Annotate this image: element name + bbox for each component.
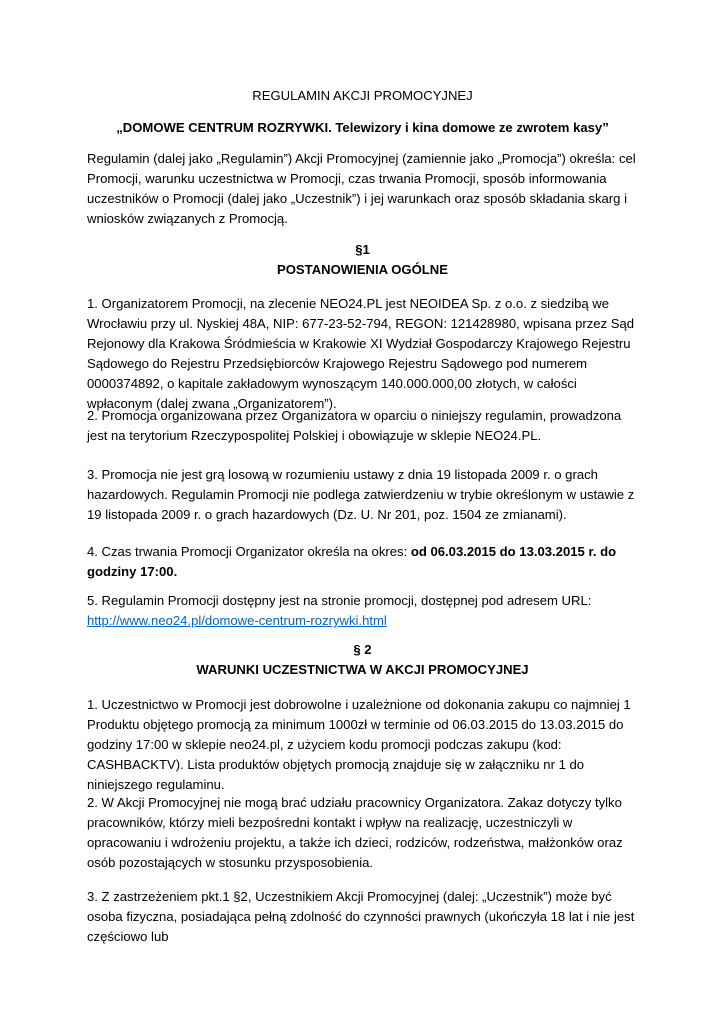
section-1-paragraph-1: 1. Organizatorem Promocji, na zlecenie NEO24.PL jest NEOIDEA Sp. z o.o. z siedzibą we Wrocławiu przy ul. Nyskiej 48A, NIP: 677-23-52-794, REGON: 121428980, wpisana przez Sąd Rejonowy dla Krakowa Śródmieścia w Krakowie XI Wydział Gospodarczy Krajowego Rejestru Sądowego do Rejestru Przedsiębiorców Krajowego Rejestru Sądowego pod numerem 0000374892, o kapitale zakładowym wynoszącym 140.000.000,00 złotych, w całości wpłaconym (dalej zwana „Organizatorem”).	[87, 296, 635, 411]
section-2-paragraph-3: 3. Z zastrzeżeniem pkt.1 §2, Uczestnikiem Akcji Promocyjnej (dalej: „Uczestnik”) może być osoba fizyczna, posiadająca pełną zdolność do czynności prawnych (ukończyła 18 lat i nie jest częściowo lub	[87, 889, 635, 944]
promotion-url-link[interactable]: http://www.neo24.pl/domowe-centrum-rozrywki.html	[87, 613, 387, 628]
section-1-paragraph-5	[87, 591, 645, 631]
document-title: REGULAMIN AKCJI PROMOCYJNEJ	[252, 88, 473, 103]
section-1-paragraph-4	[87, 542, 645, 582]
section-1-paragraph-4-text: 4. Czas trwania Promocji Organizator określa na okres:	[87, 544, 411, 559]
section-2-paragraph-1: 1. Uczestnictwo w Promocji jest dobrowolne i uzależnione od dokonania zakupu co najmniej 1 Produktu objętego promocją za minimum 1000zł w terminie od 06.03.2015 do 13.03.2015 do godziny 17:00 w sklepie neo24.pl, z użyciem kodu promocji podczas zakupu (kod: CASHBACKTV). Lista produktów objętych promocją znajduje się w załączniku nr 1 do niniejszego regulaminu.	[87, 697, 631, 792]
section-2-heading: WARUNKI UCZESTNICTWA W AKCJI PROMOCYJNEJ	[196, 662, 529, 677]
intro-paragraph: Regulamin (dalej jako „Regulamin”) Akcji Promocyjnej (zamiennie jako „Promocja”) określa: cel Promocji, warunku uczestnictwa w Promocji, czas trwania Promocji, sposób informowania uczestników o Promocji (dalej jako „Uczestnik”) i jej warunkach oraz sposób składania skarg i wniosków związanych z Promocją.	[87, 151, 636, 226]
section-1-paragraph-5-text: 5. Regulamin Promocji dostępny jest na stronie promocji, dostępnej pod adresem URL:	[87, 593, 592, 608]
section-1-paragraph-2: 2. Promocja organizowana przez Organizatora w oparciu o niniejszy regulamin, prowadzona jest na terytorium Rzeczypospolitej Polskiej i obowiązuje w sklepie NEO24.PL.	[87, 408, 622, 443]
section-2-number: § 2	[353, 642, 372, 657]
section-1-paragraph-3: 3. Promocja nie jest grą losową w rozumieniu ustawy z dnia 19 listopada 2009 r. o grach hazardowych. Regulamin Promocji nie podlega zatwierdzeniu w trybie określonym w ustawie z 19 listopada 2009 r. o grach hazardowych (Dz. U. Nr 201, poz. 1504 ze zmianami).	[87, 467, 635, 522]
section-1-number: §1	[355, 242, 370, 257]
section-1-heading: POSTANOWIENIA OGÓLNE	[277, 262, 448, 277]
promotion-period: od 06.03.2015 do 13.03.2015 r. do godziny 17:00.	[87, 544, 617, 579]
section-2-paragraph-2: 2. W Akcji Promocyjnej nie mogą brać udziału pracownicy Organizatora. Zakaz dotyczy tylko pracowników, którzy mieli bezpośredni kontakt i wpływ na realizację, uczestniczyli w opracowaniu i wdrożeniu projektu, a także ich dzieci, rodziców, rodzeństwa, małżonków oraz osób pozostających w stosunku przysposobienia.	[87, 795, 623, 870]
document-subtitle: „DOMOWE CENTRUM ROZRYWKI. Telewizory i kina domowe ze zwrotem kasy”	[116, 120, 609, 135]
